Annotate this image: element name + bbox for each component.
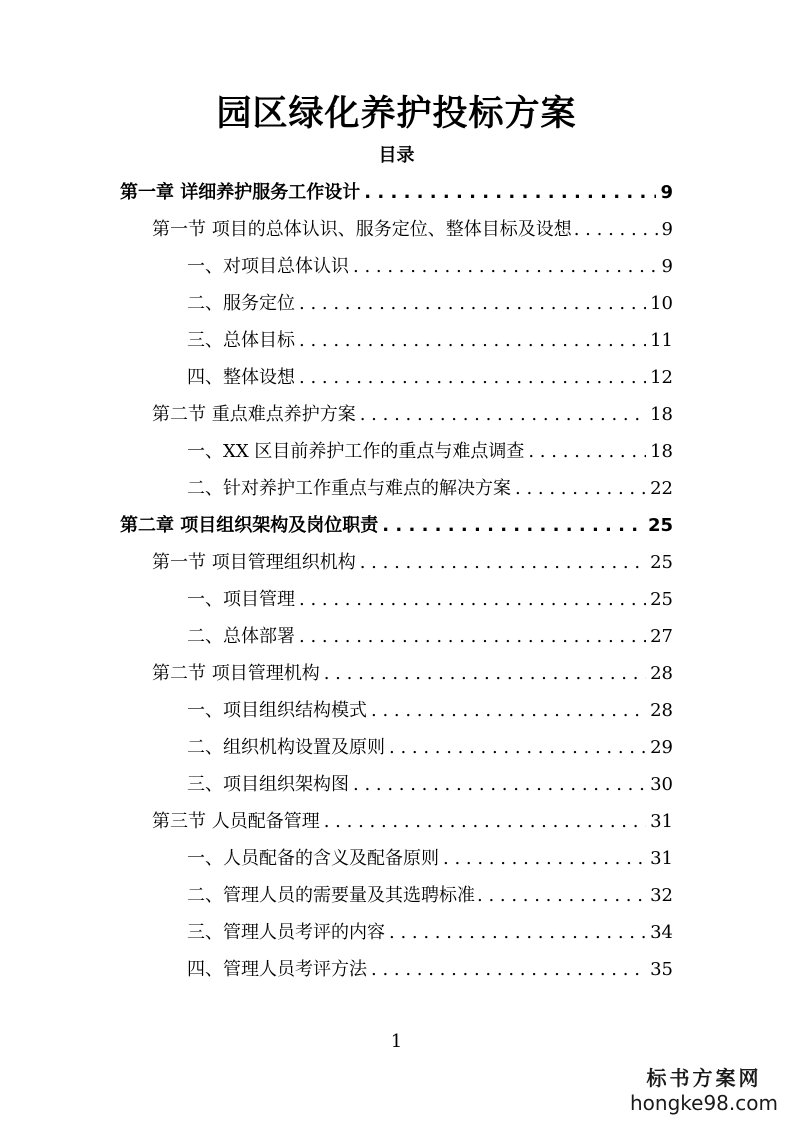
toc-entry-text: 二、针对养护工作重点与难点的解决方案 (187, 478, 511, 499)
dot-leader (477, 877, 648, 914)
toc-entry-page: 25 (650, 552, 673, 573)
toc-entry-item[interactable] (187, 692, 673, 729)
toc-entry-page: 22 (650, 478, 673, 499)
toc-entry-text: 第二章 项目组织架构及岗位职责 (120, 515, 379, 536)
toc-entry-section[interactable] (152, 803, 673, 840)
dot-leader (299, 285, 646, 322)
toc-entry-page: 9 (660, 182, 673, 203)
toc-entry-section[interactable] (152, 544, 673, 581)
toc-entry-page: 35 (650, 959, 673, 980)
dot-leader (515, 470, 646, 507)
toc-entry-text: 一、对项目总体认识 (187, 256, 349, 277)
toc-entry-page: 31 (650, 848, 673, 869)
toc-entry-item[interactable] (187, 840, 673, 877)
toc-entry-text: 一、项目管理 (187, 589, 295, 610)
toc-entry-item[interactable] (187, 581, 673, 618)
toc-entry-text: 第一节 项目的总体认识、服务定位、整体目标及设想 (152, 219, 572, 240)
toc-entry-text: 第二节 重点难点养护方案 (152, 404, 356, 425)
toc-entry-text: 三、管理人员考评的内容 (187, 922, 385, 943)
toc-entry-text: 第三节 人员配备管理 (152, 811, 320, 832)
toc-entry-item[interactable] (187, 433, 673, 470)
toc-entry-page: 28 (650, 700, 673, 721)
toc-entry-section[interactable] (152, 396, 673, 433)
watermark-site: hongke98.com (630, 1091, 778, 1115)
toc-entry-page: 9 (661, 219, 673, 240)
toc-entry-item[interactable] (187, 285, 673, 322)
toc-entry-page: 18 (650, 441, 673, 462)
toc-entry-page: 9 (661, 256, 673, 277)
toc-entry-item[interactable] (187, 618, 673, 655)
toc-entry-page: 27 (650, 626, 673, 647)
toc-heading: 目录 (378, 145, 415, 166)
dot-leader (371, 692, 646, 729)
toc-entry-text: 一、XX 区目前养护工作的重点与难点调查 (187, 441, 525, 462)
toc-entry-page: 25 (650, 589, 673, 610)
dot-leader (389, 729, 646, 766)
toc-entry-text: 一、人员配备的含义及配备原则 (187, 848, 439, 869)
toc-entry-text: 二、服务定位 (187, 293, 295, 314)
toc-entry-text: 二、组织机构设置及原则 (187, 737, 385, 758)
toc-entry-item[interactable] (187, 729, 673, 766)
dot-leader (443, 840, 646, 877)
toc-entry-item[interactable] (187, 766, 673, 803)
toc-entry-page: 30 (650, 774, 673, 795)
toc-entry-chapter[interactable] (120, 174, 673, 211)
toc-entry-text: 二、总体部署 (187, 626, 295, 647)
dot-leader (299, 322, 646, 359)
dot-leader (371, 951, 646, 988)
watermark-brand: 标书方案网 (646, 1066, 762, 1090)
dot-leader (353, 766, 646, 803)
toc-entry-text: 一、项目组织结构模式 (187, 700, 367, 721)
dot-leader (353, 248, 657, 285)
toc-entry-text: 第一章 详细养护服务工作设计 (120, 182, 361, 203)
dot-leader (299, 581, 646, 618)
dot-leader (360, 396, 646, 433)
toc-entry-chapter[interactable] (120, 507, 673, 544)
dot-leader (324, 803, 646, 840)
toc-entry-item[interactable] (187, 248, 673, 285)
toc-entry-section[interactable] (152, 211, 673, 248)
toc-entry-page: 34 (650, 922, 673, 943)
toc-entry-text: 四、管理人员考评方法 (187, 959, 367, 980)
dot-leader (574, 211, 659, 248)
toc-entry-text: 二、管理人员的需要量及其选聘标准 (187, 885, 475, 906)
toc-entry-page: 31 (650, 811, 673, 832)
toc-entry-page: 25 (647, 515, 673, 536)
toc-entry-page: 10 (650, 293, 673, 314)
toc-entry-page: 11 (650, 330, 673, 351)
dot-leader (299, 618, 646, 655)
dot-leader (364, 174, 656, 211)
toc-entry-item[interactable] (187, 470, 673, 507)
toc-entry-item[interactable] (187, 914, 673, 951)
toc-entry-page: 12 (650, 367, 673, 388)
toc-entry-page: 29 (650, 737, 673, 758)
toc-entry-section[interactable] (152, 655, 673, 692)
dot-leader (382, 507, 644, 544)
toc-entry-item[interactable] (187, 877, 673, 914)
toc-entry-text: 四、整体设想 (187, 367, 295, 388)
dot-leader (528, 433, 646, 470)
page-number: 1 (390, 1031, 403, 1052)
toc-entry-item[interactable] (187, 359, 673, 396)
dot-leader (360, 544, 646, 581)
document-title: 园区绿化养护投标方案 (216, 94, 577, 134)
toc-entry-page: 18 (650, 404, 673, 425)
watermark (629, 1066, 779, 1116)
dot-leader (324, 655, 646, 692)
toc-entry-text: 三、项目组织架构图 (187, 774, 349, 795)
toc-entry-page: 28 (650, 663, 673, 684)
dot-leader (299, 359, 646, 396)
dot-leader (389, 914, 646, 951)
toc-entry-text: 三、总体目标 (187, 330, 295, 351)
toc-entry-page: 32 (650, 885, 673, 906)
toc-entry-text: 第一节 项目管理组织机构 (152, 552, 356, 573)
toc-entry-text: 第二节 项目管理机构 (152, 663, 320, 684)
toc-entry-item[interactable] (187, 322, 673, 359)
toc-entry-item[interactable] (187, 951, 673, 988)
